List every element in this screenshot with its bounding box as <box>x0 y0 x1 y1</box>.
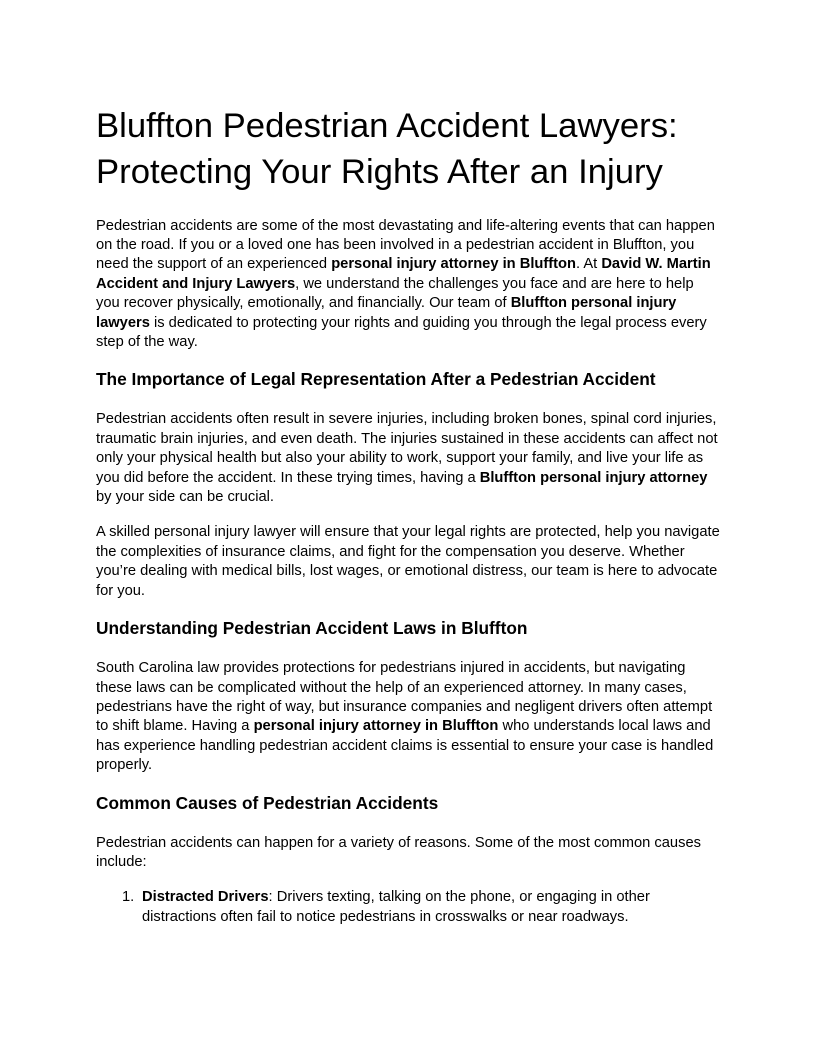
causes-ordered-list <box>96 888 720 927</box>
list-item-text: Distracted Drivers: Drivers texting, talking on the phone, or engaging in other distractions often fail to notice pedestrians in crosswalks or near roadways. <box>142 889 650 925</box>
paragraph-south-carolina-law: South Carolina law provides protections for pedestrians injured in accidents, but navigating these laws can be complicated without the help of an experienced attorney. In many cases, pedestrians have the right of way, but insurance companies and negligent drivers often attempt to shift blame. Having a personal injury attorney in Bluffton who understands local laws and has experience handling pedestrian accident claims is essential to ensure your case is handled properly. <box>96 660 714 774</box>
section-heading-legal-representation: The Importance of Legal Representation After a Pedestrian Accident <box>96 369 656 390</box>
list-item-distracted-drivers <box>96 888 720 927</box>
paragraph-skilled-lawyer: A skilled personal injury lawyer will ensure that your legal rights are protected, help you navigate the complexities of insurance claims, and fight for the compensation you deserve. Whether you’re dealing with medical bills, lost wages, or emotional distress, our team is here to advocate for you. <box>96 524 720 599</box>
section-heading-common-causes: Common Causes of Pedestrian Accidents <box>96 792 439 813</box>
paragraph-common-causes-intro: Pedestrian accidents can happen for a variety of reasons. Some of the most common causes include: <box>96 834 701 870</box>
paragraph-severe-injuries: Pedestrian accidents often result in severe injuries, including broken bones, spinal cord injuries, traumatic brain injuries, and even death. The injuries sustained in these accidents can affect not only your physical health but also your ability to work, support your family, and live your life as you did before the accident. In these trying times, having a Bluffton personal injury attorney by your side can be crucial. <box>96 411 718 506</box>
document-title: Bluffton Pedestrian Accident Lawyers: Protecting Your Rights After an Injury <box>96 107 678 191</box>
section-heading-pedestrian-laws: Understanding Pedestrian Accident Laws in Bluffton <box>96 618 528 639</box>
list-item-number: 1. <box>122 889 135 906</box>
intro-paragraph: Pedestrian accidents are some of the most devastating and life-altering events that can happen on the road. If you or a loved one has been involved in a pedestrian accident in Bluffton, you need the support of an experienced personal injury attorney in Bluffton. At David W. Martin Accident and Injury Lawyers, we understand the challenges you face and are here to help you recover physically, emotionally, and financially. Our team of Bluffton personal injury lawyers is dedicated to protecting your rights and guiding you through the legal process every step of the way. <box>96 217 715 351</box>
